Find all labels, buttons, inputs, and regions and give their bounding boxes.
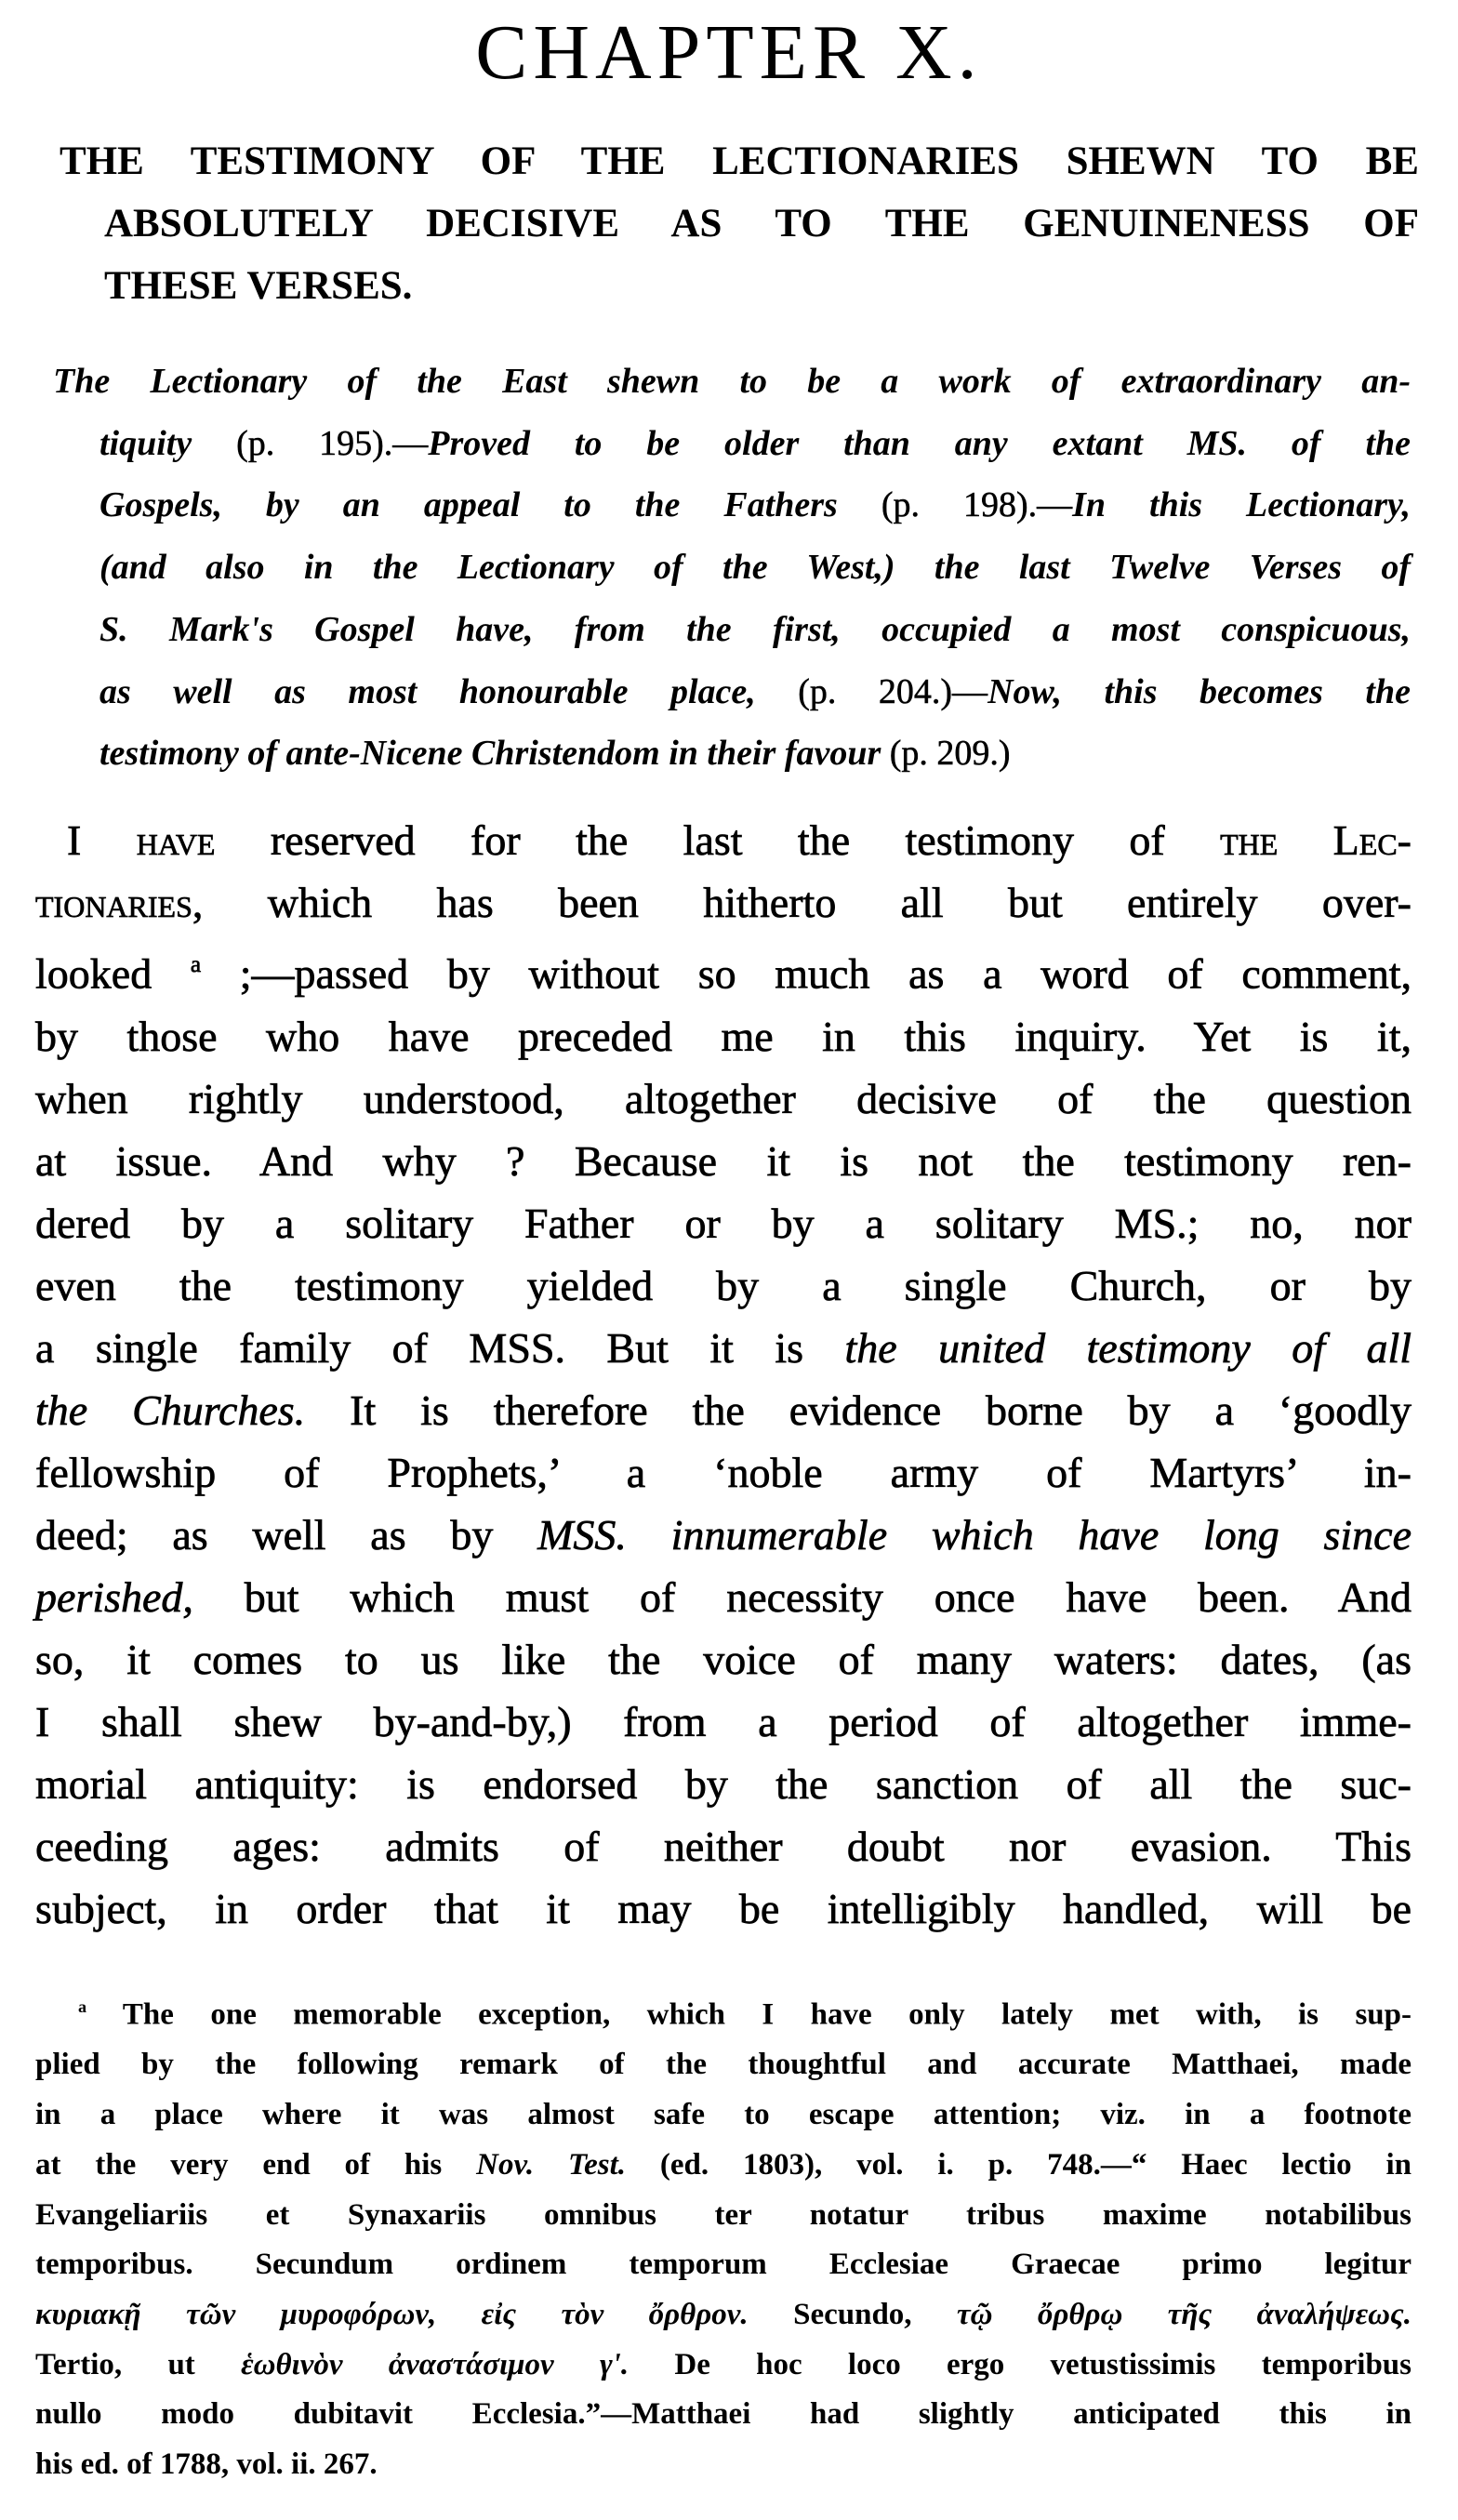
text-segment: (p. 204.)— <box>755 671 988 711</box>
text-line <box>35 1504 1412 1566</box>
text-segment: THE TESTIMONY OF THE LECTIONARIES SHEWN TO BE <box>60 139 1419 183</box>
text-segment: by those who have preceded me in this inquiry. Yet is it, <box>35 1012 1412 1060</box>
text-line <box>35 1815 1412 1877</box>
text-line <box>35 1130 1412 1192</box>
text-line <box>35 2240 1412 2290</box>
text-segment: κυριακῇ τῶν μυροφόρων, εἰς τὸν ὄρθρον. <box>35 2297 749 2331</box>
text-segment: ;—passed by without so much as a word of comment, <box>201 949 1412 998</box>
text-segment: his ed. of 1788, vol. ii. 267. <box>35 2447 378 2482</box>
text-line <box>35 2040 1412 2090</box>
chapter-summary <box>53 351 1411 785</box>
text-segment: De hoc loco ergo vetustissimis temporibus <box>629 2347 1412 2381</box>
footnote-marker: a <box>190 951 202 977</box>
text-line <box>35 934 1412 1005</box>
text-segment: Proved to be older than any extant MS. of the <box>428 423 1411 463</box>
text-segment: when rightly understood, altogether decisive of the question <box>35 1074 1412 1122</box>
text-line <box>60 130 1419 192</box>
text-segment: tiquity <box>99 423 192 463</box>
text-segment: Evangeliariis et Synaxariis omnibus ter notatur tribus maxime notabilibus <box>35 2197 1412 2232</box>
text-line <box>99 599 1411 661</box>
text-line <box>35 1254 1412 1317</box>
text-line <box>35 871 1412 934</box>
footnote <box>35 1983 1412 2490</box>
text-line <box>35 2341 1412 2391</box>
text-segment: Secundo, <box>748 2297 957 2331</box>
text-segment: the united testimony of all <box>844 1323 1412 1372</box>
text-line <box>99 474 1411 537</box>
text-line <box>35 2390 1412 2440</box>
text-segment: dered by a solitary Father or by a solitary MS.; no, nor <box>35 1199 1412 1247</box>
text-segment: ec- <box>1359 816 1412 864</box>
text-segment: Nov. Test. <box>476 2147 627 2182</box>
text-line <box>104 192 1419 255</box>
text-line <box>35 1192 1412 1254</box>
text-segment: a single family of MSS. But it is <box>35 1323 845 1372</box>
text-line <box>104 255 1419 317</box>
text-line <box>35 1753 1412 1815</box>
text-line <box>35 1379 1412 1441</box>
text-segment: at issue. And why ? Because it is not the testimony ren- <box>35 1136 1412 1185</box>
text-line <box>78 1983 1412 2040</box>
text-segment: τῷ ὄρθρῳ τῆς ἀναλήψεως. <box>956 2297 1412 2331</box>
text-line <box>99 661 1411 723</box>
text-segment: (and also in the Lectionary of the West,) the last Twelve Verses of <box>99 548 1411 588</box>
text-line <box>35 1441 1412 1504</box>
text-line <box>35 1317 1412 1379</box>
text-segment: have <box>136 816 216 864</box>
text-segment: THESE VERSES. <box>104 264 413 308</box>
text-segment: fellowship of Prophets,’ a ‘noble army of Martyrs’ in- <box>35 1448 1412 1496</box>
text-segment: the Churches. <box>35 1386 306 1434</box>
text-segment: perished, <box>35 1572 193 1621</box>
text-segment: looked <box>35 949 191 998</box>
text-line <box>35 1005 1412 1068</box>
text-line <box>35 2090 1412 2141</box>
text-segment: Now, this becomes the <box>987 671 1411 711</box>
text-line <box>35 1068 1412 1130</box>
text-segment: (p. 195).— <box>192 423 429 463</box>
text-segment: MSS. innumerable which have long since <box>537 1510 1412 1558</box>
text-segment: I shall shew by-and-by,) from a period of altogether imme- <box>35 1697 1412 1745</box>
text-segment: the <box>1220 816 1279 864</box>
text-line <box>53 351 1411 413</box>
text-line <box>67 809 1412 871</box>
text-line <box>35 1691 1412 1753</box>
text-line <box>35 1566 1412 1628</box>
text-segment: tionaries <box>35 879 192 926</box>
text-line <box>35 2440 1412 2490</box>
text-line <box>35 2290 1412 2341</box>
text-line <box>35 2141 1412 2191</box>
text-segment: In this Lectionary, <box>1072 485 1411 525</box>
text-segment: Gospels, by an appeal to the Fathers <box>99 485 838 525</box>
text-segment: The Lectionary of the East shewn to be a work of extraordinary an- <box>53 362 1411 401</box>
text-segment: (p. 209.) <box>881 734 1011 774</box>
text-segment: L <box>1278 816 1359 864</box>
text-segment: but which must of necessity once have been. And <box>192 1572 1412 1621</box>
text-segment: (p. 198).— <box>837 485 1073 525</box>
text-segment: plied by the following remark of the thoughtful and accurate Matthaei, made <box>35 2048 1412 2082</box>
text-line <box>35 1877 1412 1940</box>
text-segment: subject, in order that it may be intelligibly handled, will be <box>35 1884 1412 1932</box>
text-segment: so, it comes to us like the voice of many waters: dates, (as <box>35 1635 1412 1683</box>
text-segment: as well as most honourable place, <box>99 671 756 711</box>
text-line <box>99 413 1411 475</box>
chapter-subtitle <box>60 130 1419 317</box>
text-segment: deed; as well as by <box>35 1510 538 1558</box>
text-segment: S. Mark's Gospel have, from the first, occupied a most conspicuous, <box>99 609 1411 649</box>
text-segment: I <box>67 816 137 864</box>
text-segment: ceeding ages: admits of neither doubt nor evasion. This <box>35 1822 1412 1870</box>
text-segment: morial antiquity: is endorsed by the sanction of all the suc- <box>35 1759 1412 1808</box>
text-segment: even the testimony yielded by a single Church, or by <box>35 1261 1412 1309</box>
text-segment: ἑωθινὸν ἀναστάσιμον γʹ. <box>241 2347 630 2381</box>
text-segment: nullo modo dubitavit Ecclesia.”—Matthaei had slightly anticipated this in <box>35 2397 1412 2432</box>
text-segment: temporibus. Secundum ordinem temporum Ecclesiae Graecae primo legitur <box>35 2248 1412 2282</box>
footnote-marker: a <box>78 1997 87 2016</box>
body-paragraph <box>35 809 1412 1940</box>
text-line <box>35 1628 1412 1691</box>
text-line <box>99 723 1411 785</box>
text-segment: testimony of ante-Nicene Christendom in their favour <box>99 734 881 774</box>
text-segment: reserved for the last the testimony of <box>215 816 1221 864</box>
text-line <box>35 2191 1412 2241</box>
text-segment: , which has been hitherto all but entirely over- <box>192 879 1412 926</box>
text-segment: The one memorable exception, which I have only lately met with, is sup- <box>86 1997 1412 2032</box>
text-segment: ABSOLUTELY DECISIVE AS TO THE GENUINENESS OF <box>104 202 1419 245</box>
text-segment: (ed. 1803), vol. i. p. 748.—“ Haec lectio in <box>626 2147 1412 2182</box>
text-segment: It is therefore the evidence borne by a ‘goodly <box>305 1386 1412 1434</box>
text-segment: Tertio, ut <box>35 2347 242 2381</box>
text-segment: at the very end of his <box>35 2147 477 2182</box>
text-segment: in a place where it was almost safe to escape attention; viz. in a footnote <box>35 2098 1412 2132</box>
chapter-title: CHAPTER X. <box>475 9 983 96</box>
text-line <box>99 537 1411 599</box>
